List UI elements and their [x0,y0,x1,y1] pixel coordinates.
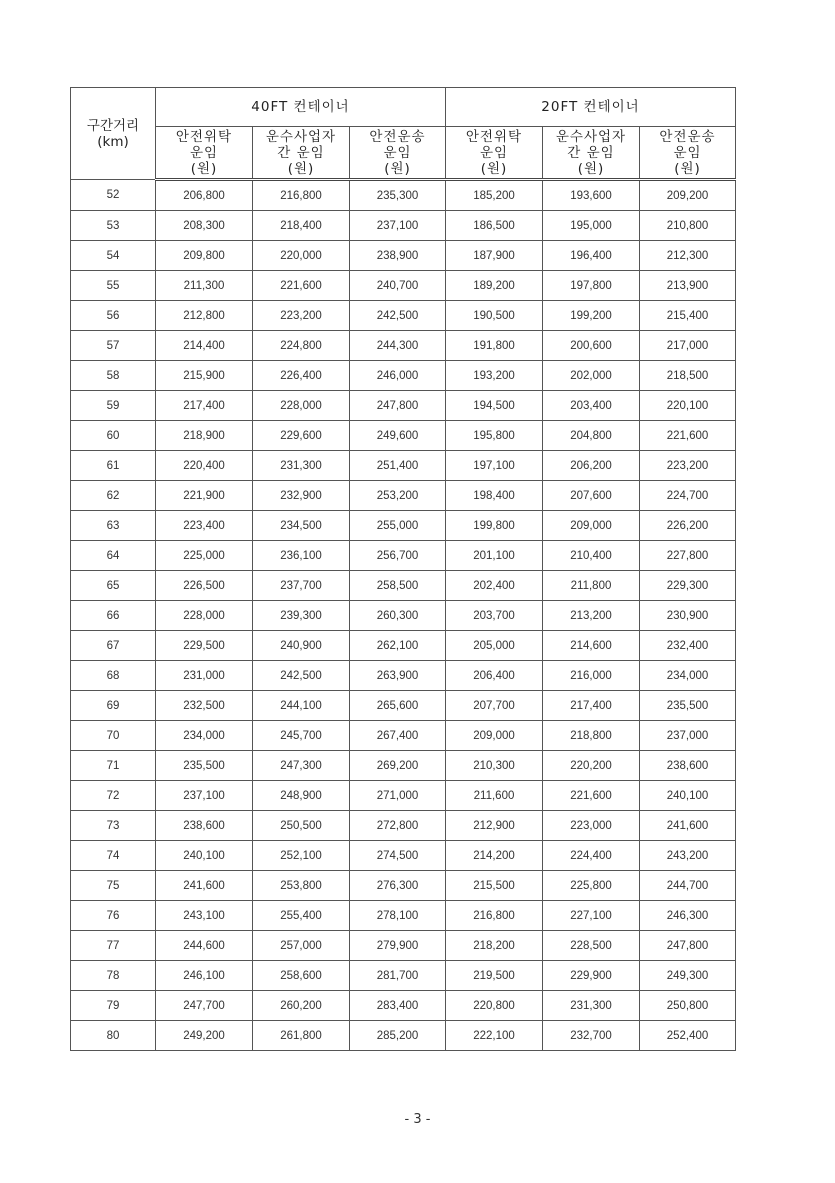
subheader-line: 운임 [479,144,509,161]
fare-cell: 240,100 [640,781,736,811]
subheader-line: 운수사업자 [265,128,337,145]
fare-cell: 206,200 [543,451,640,481]
fare-cell: 252,400 [640,1021,736,1051]
fare-cell: 228,500 [543,931,640,961]
distance-cell: 58 [71,361,156,391]
group-header-40ft: 40FT 컨테이너 [156,88,446,127]
fare-cell: 223,200 [640,451,736,481]
table-row [71,751,736,781]
distance-cell: 60 [71,421,156,451]
table-row [71,180,736,211]
subheader-line: 안전위탁 [175,128,233,145]
subheader-line: (원) [287,160,315,177]
fare-cell: 231,300 [253,451,350,481]
fare-cell: 219,500 [446,961,543,991]
fare-cell: 244,100 [253,691,350,721]
fare-cell: 261,800 [253,1021,350,1051]
distance-cell: 64 [71,541,156,571]
table-row [71,241,736,271]
fare-cell: 237,700 [253,571,350,601]
fare-cell: 221,600 [253,271,350,301]
fare-cell: 281,700 [350,961,446,991]
fare-cell: 202,400 [446,571,543,601]
fare-cell: 209,800 [156,241,253,271]
distance-cell: 67 [71,631,156,661]
fare-cell: 232,700 [543,1021,640,1051]
fare-cell: 234,000 [640,661,736,691]
fare-cell: 207,700 [446,691,543,721]
fare-cell: 238,900 [350,241,446,271]
fare-cell: 193,600 [543,180,640,211]
fare-cell: 232,900 [253,481,350,511]
distance-cell: 73 [71,811,156,841]
fare-cell: 189,200 [446,271,543,301]
fare-cell: 200,600 [543,331,640,361]
distance-cell: 52 [71,180,156,211]
subheader-line: 운임 [383,144,412,161]
distance-cell: 71 [71,751,156,781]
fare-cell: 238,600 [640,751,736,781]
fare-cell: 231,000 [156,661,253,691]
distance-cell: 62 [71,481,156,511]
subheader-20ft-carrier-fare [543,127,640,180]
subheader-40ft-carrier-fare [253,127,350,180]
fare-cell: 215,400 [640,301,736,331]
fare-cell: 265,600 [350,691,446,721]
table-row [71,841,736,871]
fare-cell: 220,100 [640,391,736,421]
fare-cell: 229,300 [640,571,736,601]
fare-cell: 218,900 [156,421,253,451]
fare-cell: 217,400 [156,391,253,421]
fare-cell: 246,100 [156,961,253,991]
table-row [71,601,736,631]
fare-cell: 249,300 [640,961,736,991]
fare-cell: 263,900 [350,661,446,691]
fare-cell: 216,000 [543,661,640,691]
distance-header-unit: (km) [97,133,129,150]
table-row [71,541,736,571]
fare-cell: 210,400 [543,541,640,571]
fare-cell: 232,500 [156,691,253,721]
distance-cell: 56 [71,301,156,331]
fare-cell: 218,500 [640,361,736,391]
fare-cell: 245,700 [253,721,350,751]
fare-cell: 205,000 [446,631,543,661]
rate-table [70,87,736,1051]
fare-cell: 242,500 [350,301,446,331]
subheader-line: 간 운임 [567,144,615,161]
fare-cell: 217,400 [543,691,640,721]
distance-cell: 77 [71,931,156,961]
fare-cell: 213,900 [640,271,736,301]
fare-cell: 229,900 [543,961,640,991]
fare-cell: 190,500 [446,301,543,331]
fare-cell: 253,200 [350,481,446,511]
fare-cell: 231,300 [543,991,640,1021]
subheader-line: 안전운송 [369,128,426,145]
fare-cell: 240,100 [156,841,253,871]
distance-cell: 57 [71,331,156,361]
fare-cell: 274,500 [350,841,446,871]
fare-cell: 235,300 [350,180,446,211]
fare-cell: 197,100 [446,451,543,481]
fare-cell: 212,300 [640,241,736,271]
fare-cell: 237,100 [156,781,253,811]
table-row [71,961,736,991]
table-row [71,721,736,751]
fare-cell: 216,800 [446,901,543,931]
distance-header-label: 구간거리 [86,117,140,134]
fare-cell: 196,400 [543,241,640,271]
table-row [71,451,736,481]
fare-cell: 212,900 [446,811,543,841]
distance-cell: 70 [71,721,156,751]
table-row [71,901,736,931]
fare-cell: 246,300 [640,901,736,931]
fare-cell: 215,900 [156,361,253,391]
table-row [71,691,736,721]
fare-cell: 193,200 [446,361,543,391]
table-body [71,180,736,1051]
fare-cell: 224,700 [640,481,736,511]
distance-cell: 59 [71,391,156,421]
fare-cell: 221,600 [640,421,736,451]
fare-cell: 235,500 [640,691,736,721]
table-row [71,271,736,301]
table-row [71,331,736,361]
table-row [71,811,736,841]
distance-cell: 65 [71,571,156,601]
fare-cell: 222,100 [446,1021,543,1051]
fare-cell: 267,400 [350,721,446,751]
fare-cell: 221,900 [156,481,253,511]
fare-cell: 249,600 [350,421,446,451]
fare-cell: 271,000 [350,781,446,811]
fare-cell: 251,400 [350,451,446,481]
fare-cell: 253,800 [253,871,350,901]
fare-cell: 223,200 [253,301,350,331]
fare-cell: 223,400 [156,511,253,541]
fare-cell: 247,700 [156,991,253,1021]
fare-cell: 218,800 [543,721,640,751]
fare-cell: 220,400 [156,451,253,481]
table-row [71,211,736,241]
table-row [71,361,736,391]
fare-cell: 269,200 [350,751,446,781]
fare-cell: 214,600 [543,631,640,661]
table-row [71,991,736,1021]
fare-cell: 220,200 [543,751,640,781]
fare-cell: 237,100 [350,211,446,241]
fare-cell: 186,500 [446,211,543,241]
fare-cell: 213,200 [543,601,640,631]
fare-cell: 211,300 [156,271,253,301]
fare-cell: 234,500 [253,511,350,541]
fare-cell: 241,600 [156,871,253,901]
fare-cell: 244,600 [156,931,253,961]
subheader-line: 운임 [189,144,219,161]
fare-cell: 285,200 [350,1021,446,1051]
fare-cell: 258,600 [253,961,350,991]
fare-cell: 240,900 [253,631,350,661]
fare-cell: 228,000 [253,391,350,421]
fare-cell: 243,200 [640,841,736,871]
fare-cell: 204,800 [543,421,640,451]
table-row [71,421,736,451]
fare-cell: 260,300 [350,601,446,631]
fare-cell: 211,600 [446,781,543,811]
distance-header [71,88,156,180]
distance-cell: 78 [71,961,156,991]
fare-cell: 203,700 [446,601,543,631]
fare-cell: 195,800 [446,421,543,451]
fare-cell: 234,000 [156,721,253,751]
fare-cell: 249,200 [156,1021,253,1051]
fare-cell: 194,500 [446,391,543,421]
distance-cell: 66 [71,601,156,631]
fare-cell: 252,100 [253,841,350,871]
distance-cell: 54 [71,241,156,271]
fare-cell: 237,000 [640,721,736,751]
subheader-20ft-safety-transport-fare [640,127,736,180]
fare-cell: 209,200 [640,180,736,211]
fare-cell: 199,800 [446,511,543,541]
fare-cell: 239,300 [253,601,350,631]
distance-cell: 75 [71,871,156,901]
fare-cell: 209,000 [543,511,640,541]
fare-cell: 224,800 [253,331,350,361]
fare-cell: 248,900 [253,781,350,811]
distance-cell: 68 [71,661,156,691]
fare-cell: 226,400 [253,361,350,391]
fare-cell: 258,500 [350,571,446,601]
table-row [71,1021,736,1051]
fare-cell: 211,800 [543,571,640,601]
table-row [71,511,736,541]
fare-cell: 276,300 [350,871,446,901]
fare-cell: 210,800 [640,211,736,241]
fare-cell: 209,000 [446,721,543,751]
distance-cell: 80 [71,1021,156,1051]
fare-cell: 227,800 [640,541,736,571]
subheader-line: (원) [480,160,508,177]
fare-cell: 207,600 [543,481,640,511]
subheader-line: (원) [190,160,218,177]
fare-cell: 236,100 [253,541,350,571]
distance-cell: 79 [71,991,156,1021]
distance-cell: 61 [71,451,156,481]
table-row [71,301,736,331]
subheader-40ft-safety-transport-fare [350,127,446,180]
fare-cell: 201,100 [446,541,543,571]
distance-cell: 76 [71,901,156,931]
subheader-line: 운임 [673,144,702,161]
table-row [71,571,736,601]
fare-cell: 218,200 [446,931,543,961]
fare-cell: 232,400 [640,631,736,661]
fare-cell: 225,000 [156,541,253,571]
fare-cell: 241,600 [640,811,736,841]
page-number: - 3 - [404,1112,431,1127]
subheader-line: 안전위탁 [465,128,523,145]
fare-cell: 229,500 [156,631,253,661]
fare-cell: 228,000 [156,601,253,631]
fare-cell: 214,200 [446,841,543,871]
fare-cell: 279,900 [350,931,446,961]
fare-cell: 203,400 [543,391,640,421]
fare-cell: 242,500 [253,661,350,691]
subheader-row [71,127,736,180]
fare-cell: 216,800 [253,180,350,211]
subheader-line: 안전운송 [659,128,716,145]
table-row [71,781,736,811]
distance-cell: 72 [71,781,156,811]
subheader-line: (원) [384,160,411,177]
subheader-40ft-safety-consign-fare [156,127,253,180]
distance-cell: 63 [71,511,156,541]
fare-cell: 244,700 [640,871,736,901]
fare-cell: 230,900 [640,601,736,631]
fare-cell: 195,000 [543,211,640,241]
fare-cell: 262,100 [350,631,446,661]
subheader-line: (원) [577,160,605,177]
fare-cell: 220,800 [446,991,543,1021]
fare-cell: 191,800 [446,331,543,361]
fare-cell: 206,800 [156,180,253,211]
subheader-20ft-safety-consign-fare [446,127,543,180]
fare-cell: 250,500 [253,811,350,841]
table-row [71,661,736,691]
fare-cell: 246,000 [350,361,446,391]
fare-cell: 235,500 [156,751,253,781]
fare-cell: 244,300 [350,331,446,361]
distance-cell: 74 [71,841,156,871]
fare-cell: 227,100 [543,901,640,931]
distance-cell: 69 [71,691,156,721]
fare-cell: 272,800 [350,811,446,841]
fare-cell: 210,300 [446,751,543,781]
fare-cell: 226,500 [156,571,253,601]
fare-cell: 217,000 [640,331,736,361]
fare-cell: 220,000 [253,241,350,271]
group-header-20ft: 20FT 컨테이너 [446,88,736,127]
fare-cell: 206,400 [446,661,543,691]
fare-cell: 283,400 [350,991,446,1021]
fare-cell: 256,700 [350,541,446,571]
subheader-line: 간 운임 [277,144,325,161]
fare-cell: 224,400 [543,841,640,871]
distance-cell: 55 [71,271,156,301]
fare-cell: 250,800 [640,991,736,1021]
subheader-line: (원) [674,160,701,177]
fare-cell: 221,600 [543,781,640,811]
fare-cell: 226,200 [640,511,736,541]
distance-cell: 53 [71,211,156,241]
fare-cell: 185,200 [446,180,543,211]
fare-cell: 278,100 [350,901,446,931]
fare-cell: 238,600 [156,811,253,841]
fare-cell: 198,400 [446,481,543,511]
fare-cell: 215,500 [446,871,543,901]
fare-cell: 187,900 [446,241,543,271]
fare-cell: 229,600 [253,421,350,451]
table-row [71,391,736,421]
fare-cell: 255,000 [350,511,446,541]
fare-cell: 247,300 [253,751,350,781]
fare-cell: 197,800 [543,271,640,301]
fare-cell: 199,200 [543,301,640,331]
fare-cell: 212,800 [156,301,253,331]
fare-cell: 240,700 [350,271,446,301]
fare-cell: 202,000 [543,361,640,391]
subheader-line: 운수사업자 [555,128,627,145]
fare-cell: 208,300 [156,211,253,241]
fare-cell: 260,200 [253,991,350,1021]
table-row [71,871,736,901]
fare-cell: 218,400 [253,211,350,241]
fare-cell: 257,000 [253,931,350,961]
table-header [71,88,736,180]
fare-cell: 255,400 [253,901,350,931]
table-row [71,631,736,661]
table-row [71,481,736,511]
fare-cell: 247,800 [350,391,446,421]
fare-cell: 247,800 [640,931,736,961]
fare-cell: 214,400 [156,331,253,361]
table-row [71,931,736,961]
fare-cell: 243,100 [156,901,253,931]
fare-cell: 225,800 [543,871,640,901]
fare-cell: 223,000 [543,811,640,841]
